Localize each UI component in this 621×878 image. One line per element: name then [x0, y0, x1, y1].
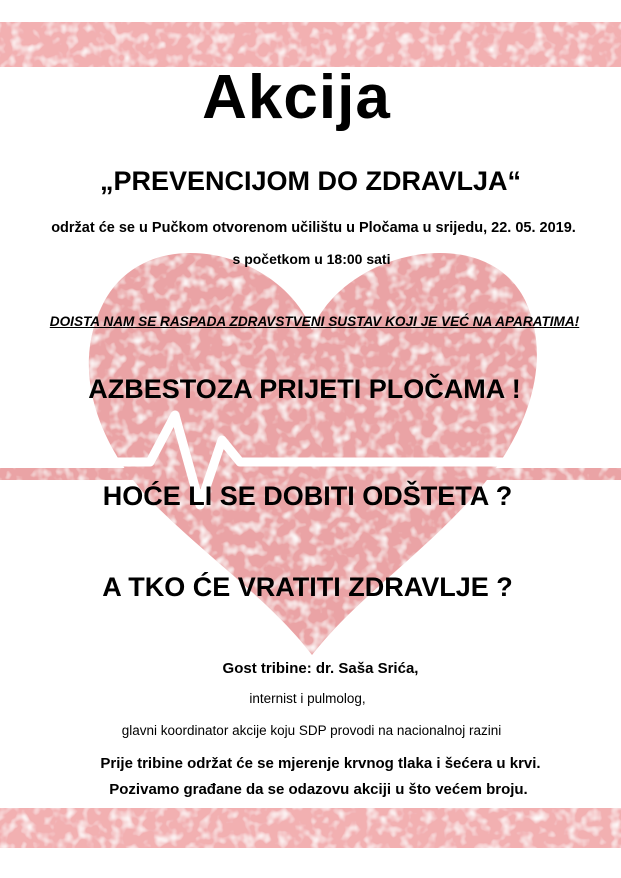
poster-subtitle: „PREVENCIJOM DO ZDRAVLJA“	[99, 166, 522, 196]
headline-health: A TKO ĆE VRATITI ZDRAVLJE ?	[102, 572, 513, 602]
guest-line: Gost tribine: dr. Saša Srića,	[222, 660, 419, 677]
invitation-note: Pozivamo građane da se odazovu akciji u što većem broju.	[109, 781, 528, 798]
venue-line: održat će se u Pučkom otvorenom učilištu u Pločama u srijedu, 22. 05. 2019.	[51, 220, 576, 236]
warning-line: DOISTA NAM SE RASPADA ZDRAVSTVENI SUSTAV KOJI JE VEĆ NA APARATIMA!	[49, 314, 580, 329]
poster-title: Akcija	[202, 63, 391, 132]
headline-compensation: HOĆE LI SE DOBITI ODŠTETA ?	[102, 481, 513, 511]
start-time-line: s početkom u 18:00 sati	[232, 251, 391, 267]
coordinator-line: glavni koordinator akcije koju SDP provodi na nacionalnoj razini	[121, 723, 502, 738]
headline-asbestosis: AZBESTOZA PRIJETI PLOČAMA !	[88, 374, 521, 404]
guest-role-line: internist i pulmolog,	[249, 691, 366, 706]
measurement-note: Prije tribine održat će se mjerenje krvnog tlaka i šećera u krvi.	[100, 755, 541, 772]
